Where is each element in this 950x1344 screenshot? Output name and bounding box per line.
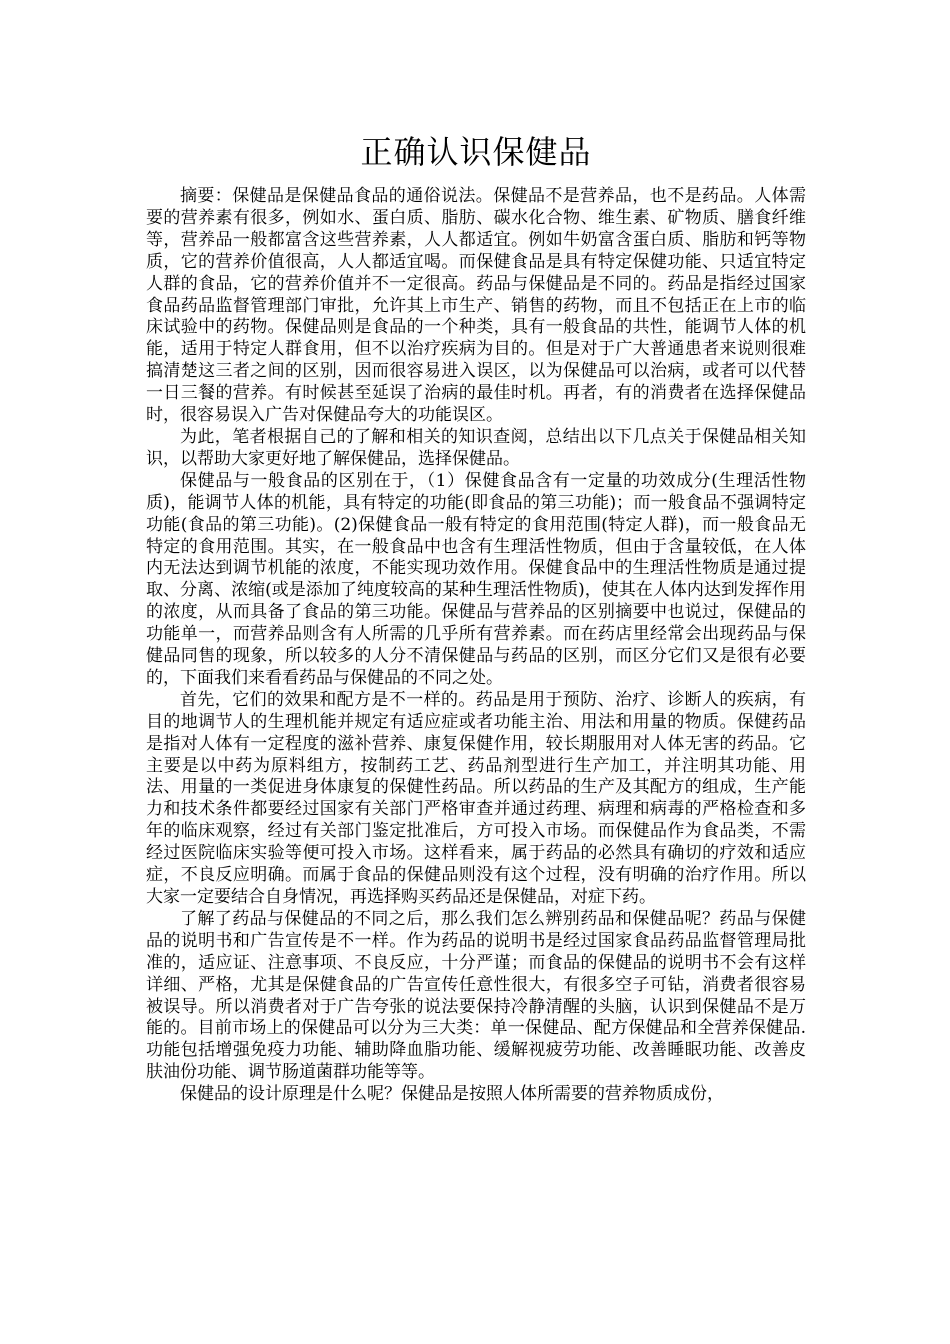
document-title: 正确认识保健品 bbox=[360, 133, 592, 171]
paragraph-effect-formula: 首先，它们的效果和配方是不一样的。药品是用于预防、治疗、诊断人的疾病，有目的地调节人的生理机能并规定有适应症或者功能主治、用法和用量的物质。保健药品是指对人体有一定程度的滋补营养、康复保健作用，较长期服用对人体无害的药品。它主要是以中药为原料组方，按制药工艺、药品剂型进行生产加工，并注明其功能、用法、用量的一类促进身体康复的保健性药品。所以药品的生产及其配方的组成，生产能力和技术条件都要经过国家有关部门严格审查并通过药理、病理和病毒的严格检查和多年的临床观察，经过有关部门鉴定批准后，方可投入市场。而保健品作为食品类，不需经过医院临床实验等便可投入市场。这样看来，属于药品的必然具有确切的疗效和适应症，不良反应明确。而属于食品的保健品则没有这个过程，没有明确的治疗作用。所以大家一定要结合自身情况，再选择购买药品还是保健品，对症下药。 bbox=[146, 689, 806, 907]
paragraph-identify: 了解了药品与保健品的不同之后，那么我们怎么辨别药品和保健品呢？药品与保健品的说明书和广告宣传是不一样。作为药品的说明书是经过国家食品药品监督管理局批准的，适应证、注意事项、不良反应，十分严谨；而食品的保健品的说明书不会有这样详细、严格，尤其是保健食品的广告宣传任意性很大，有很多空子可钻，消费者很容易被误导。所以消费者对于广告夸张的说法要保持冷静清醒的头脑，认识到保健品不是万能的。目前市场上的保健品可以分为三大类：单一保健品、配方保健品和全营养保健品.功能包括增强免疫力功能、辅助降血脂功能、缓解视疲劳功能、改善睡眠功能、改善皮肤油份功能、调节肠道菌群功能等等。 bbox=[146, 908, 806, 1083]
paragraph-food-difference: 保健品与一般食品的区别在于，（1）保健食品含有一定量的功效成分(生理活性物质)，能调节人体的机能，具有特定的功能(即食品的第三功能)；而一般食品不强调特定功能(食品的第三功能)。(2)保健食品一般有特定的食用范围(特定人群)，而一般食品无特定的食用范围。其实，在一般食品中也含有生理活性物质，但由于含量较低，在人体内无法达到调节机能的浓度，不能实现功效作用。保健食品中的生理活性物质是通过提取、分离、浓缩(或是添加了纯度较高的某种生理活性物质)，使其在人体内达到发挥作用的浓度，从而具备了食品的第三功能。保健品与营养品的区别摘要中也说过，保健品的功能单一，而营养品则含有人所需的几乎所有营养素。而在药店里经常会出现药品与保健品同售的现象，所以较多的人分不清保健品与药品的区别，而区分它们又是很有必要的，下面我们来看看药品与保健品的不同之处。 bbox=[146, 470, 806, 688]
document-page bbox=[146, 128, 806, 1106]
paragraph-abstract: 摘要：保健品是保健品食品的通俗说法。保健品不是营养品，也不是药品。人体需要的营养素有很多，例如水、蛋白质、脂肪、碳水化合物、维生素、矿物质、膳食纤维等，营养品一般都富含这些营养素，人人都适宜。例如牛奶富含蛋白质、脂肪和钙等物质，它的营养价值很高，人人都适宜喝。而保健食品是具有特定保健功能、只适宜特定人群的食品，它的营养价值并不一定很高。药品与保健品是不同的。药品是指经过国家食品药品监督管理部门审批，允许其上市生产、销售的药物，而且不包括正在上市的临床试验中的药物。保健品则是食品的一个种类，具有一般食品的共性，能调节人体的机能，适用于特定人群食用，但不以治疗疾病为目的。但是对于广大普通患者来说则很难搞清楚这三者之间的区别，因而很容易进入误区，以为保健品可以治病，或者可以代替一日三餐的营养。有时候甚至延误了治病的最佳时机。再者，有的消费者在选择保健品时，很容易误入广告对保健品夸大的功能误区。 bbox=[146, 186, 806, 426]
paragraph-intro: 为此，笔者根据自己的了解和相关的知识查阅，总结出以下几点关于保健品相关知识，以帮助大家更好地了解保健品，选择保健品。 bbox=[146, 426, 806, 469]
paragraph-design-principle: 保健品的设计原理是什么呢？保健品是按照人体所需要的营养物质成份， bbox=[180, 1084, 724, 1105]
